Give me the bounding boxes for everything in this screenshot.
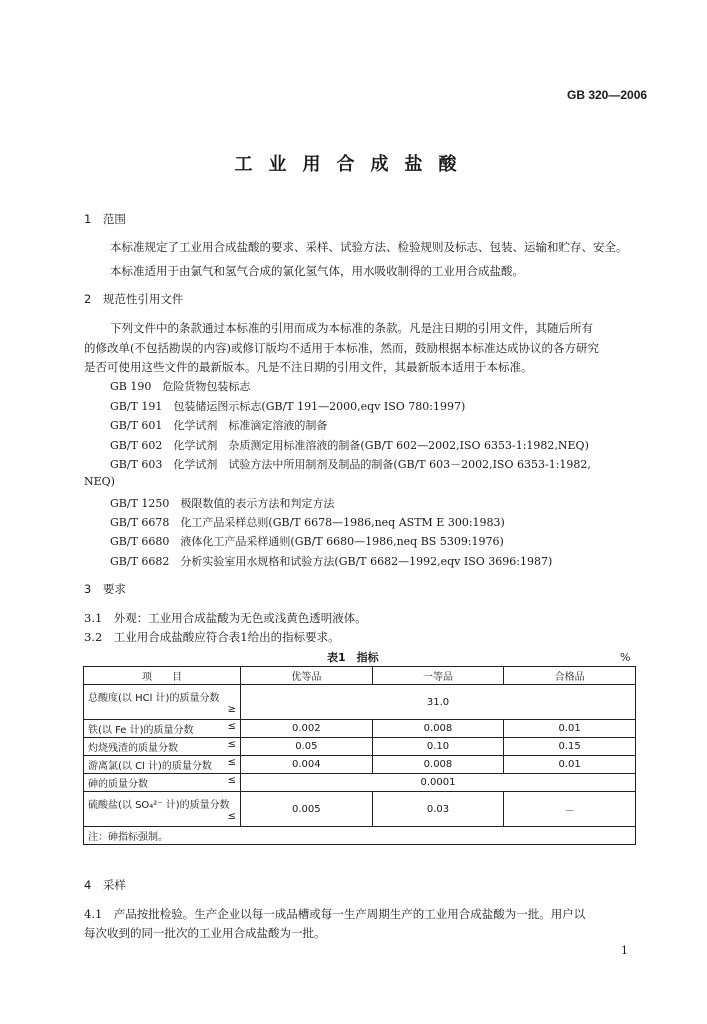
row-label-text: 硫酸盐(以 SO₄²⁻ 计)的质量分数 <box>88 800 230 811</box>
cell-value: 0.005 <box>241 792 373 827</box>
clause-4-1-line-1: 4.1 产品按批检验。生产企业以每一成品槽或每一生产周期生产的工业用合成盐酸为一批。用户以 <box>84 907 586 921</box>
header-qualified-grade: 合格品 <box>504 667 636 685</box>
clause-3-1: 3.1 外观：工业用合成盐酸为无色或浅黄色透明液体。 <box>84 611 367 625</box>
cell-value: 0.01 <box>504 720 636 738</box>
table-row <box>84 685 636 720</box>
reference-item: GB/T 602 化学试剂 杂质测定用标准溶液的制备(GB/T 602—2002,ISO 6353-1:1982,NEQ) <box>110 439 589 452</box>
header-superior-grade: 优等品 <box>241 667 373 685</box>
cell-value: 0.004 <box>241 756 373 774</box>
cell-value: 0.15 <box>504 738 636 756</box>
section-4-heading: 4 采样 <box>84 878 126 892</box>
table-note-row <box>84 827 636 845</box>
le-symbol: ≤ <box>227 811 236 822</box>
row-label <box>84 792 241 827</box>
table-row <box>84 720 636 738</box>
reference-item-continuation: NEQ) <box>84 475 115 488</box>
cell-value: 0.10 <box>372 738 504 756</box>
row-label-text: 砷的质量分数 <box>88 779 148 790</box>
reference-item: GB/T 603 化学试剂 试验方法中所用制剂及制品的制备(GB/T 603－2002,ISO 6353-1:1982, <box>110 458 591 471</box>
table-row <box>84 738 636 756</box>
merged-value: 0.0001 <box>241 774 636 792</box>
document-title: 工业用合成盐酸 <box>234 154 473 175</box>
ge-symbol: ≥ <box>227 704 236 715</box>
cell-value: － <box>504 792 636 827</box>
section-3-heading: 3 要求 <box>84 582 126 596</box>
table-unit: % <box>620 651 631 664</box>
page-number: 1 <box>621 944 628 957</box>
section-2-intro-line-2: 的修改单(不包括勘误的内容)或修订版均不适用于本标准，然而，鼓励根据本标准达成协议的各方研究 <box>84 341 599 355</box>
merged-value: 31.0 <box>241 685 636 720</box>
cell-value: 0.002 <box>241 720 373 738</box>
reference-item: GB/T 1250 极限数值的表示方法和判定方法 <box>110 497 335 510</box>
reference-item: GB 190 危险货物包装标志 <box>110 380 251 393</box>
row-label-text: 铁(以 Fe 计)的质量分数 <box>88 725 194 736</box>
table-note: 注：砷指标强制。 <box>84 827 636 845</box>
cell-value: 0.008 <box>372 720 504 738</box>
row-label-text: 游离氯(以 Cl 计)的质量分数 <box>88 761 212 772</box>
cell-value: 0.01 <box>504 756 636 774</box>
le-symbol: ≤ <box>227 739 236 750</box>
le-symbol: ≤ <box>227 757 236 768</box>
reference-item: GB/T 6678 化工产品采样总则(GB/T 6678—1986,neq ASTM E 300:1983) <box>110 516 505 529</box>
cell-value: 0.03 <box>372 792 504 827</box>
row-label-text: 总酸度(以 HCl 计)的质量分数 <box>88 693 220 704</box>
table-header-row <box>84 667 636 685</box>
le-symbol: ≤ <box>227 775 236 786</box>
table-row <box>84 756 636 774</box>
cell-value: 0.008 <box>372 756 504 774</box>
clause-4-1-line-2: 每次收到的同一批次的工业用合成盐酸为一批。 <box>84 926 326 940</box>
row-label <box>84 774 241 792</box>
reference-item: GB/T 191 包装储运图示标志(GB/T 191—2000,eqv ISO 780:1997) <box>110 400 466 413</box>
le-symbol: ≤ <box>227 721 236 732</box>
section-2-intro-line-3: 是否可使用这些文件的最新版本。凡是不注日期的引用文件，其最新版本适用于本标准。 <box>84 360 533 374</box>
table-caption: 表1 指标 <box>327 651 379 664</box>
reference-item: GB/T 6680 液体化工产品采样通则(GB/T 6680—1986,neq BS 5309:1976) <box>110 535 504 548</box>
standard-number: GB 320—2006 <box>567 88 648 102</box>
clause-3-2: 3.2 工业用合成盐酸应符合表1给出的指标要求。 <box>84 630 340 644</box>
row-label <box>84 685 241 720</box>
spec-table <box>83 666 636 845</box>
section-1-paragraph-2: 本标准适用于由氯气和氢气合成的氯化氢气体，用水吸收制得的工业用合成盐酸。 <box>110 264 524 278</box>
table-row <box>84 774 636 792</box>
row-label-text: 灼烧残渣的质量分数 <box>88 743 178 754</box>
row-label <box>84 720 241 738</box>
reference-item: GB/T 601 化学试剂 标准滴定溶液的制备 <box>110 419 328 432</box>
row-label <box>84 756 241 774</box>
cell-value: 0.05 <box>241 738 373 756</box>
reference-item: GB/T 6682 分析实验室用水规格和试验方法(GB/T 6682—1992,eqv ISO 3696:1987) <box>110 555 553 568</box>
header-first-grade: 一等品 <box>372 667 504 685</box>
section-1-heading: 1 范围 <box>84 212 126 226</box>
table-row <box>84 792 636 827</box>
section-2-intro-line-1: 下列文件中的条款通过本标准的引用而成为本标准的条款。凡是注日期的引用文件，其随后所有 <box>110 321 593 335</box>
section-1-paragraph-1: 本标准规定了工业用合成盐酸的要求、采样、试验方法、检验规则及标志、包装、运输和贮存、安全。 <box>110 240 628 254</box>
section-2-heading: 2 规范性引用文件 <box>84 292 184 306</box>
row-label <box>84 738 241 756</box>
header-item: 项 目 <box>84 667 241 685</box>
